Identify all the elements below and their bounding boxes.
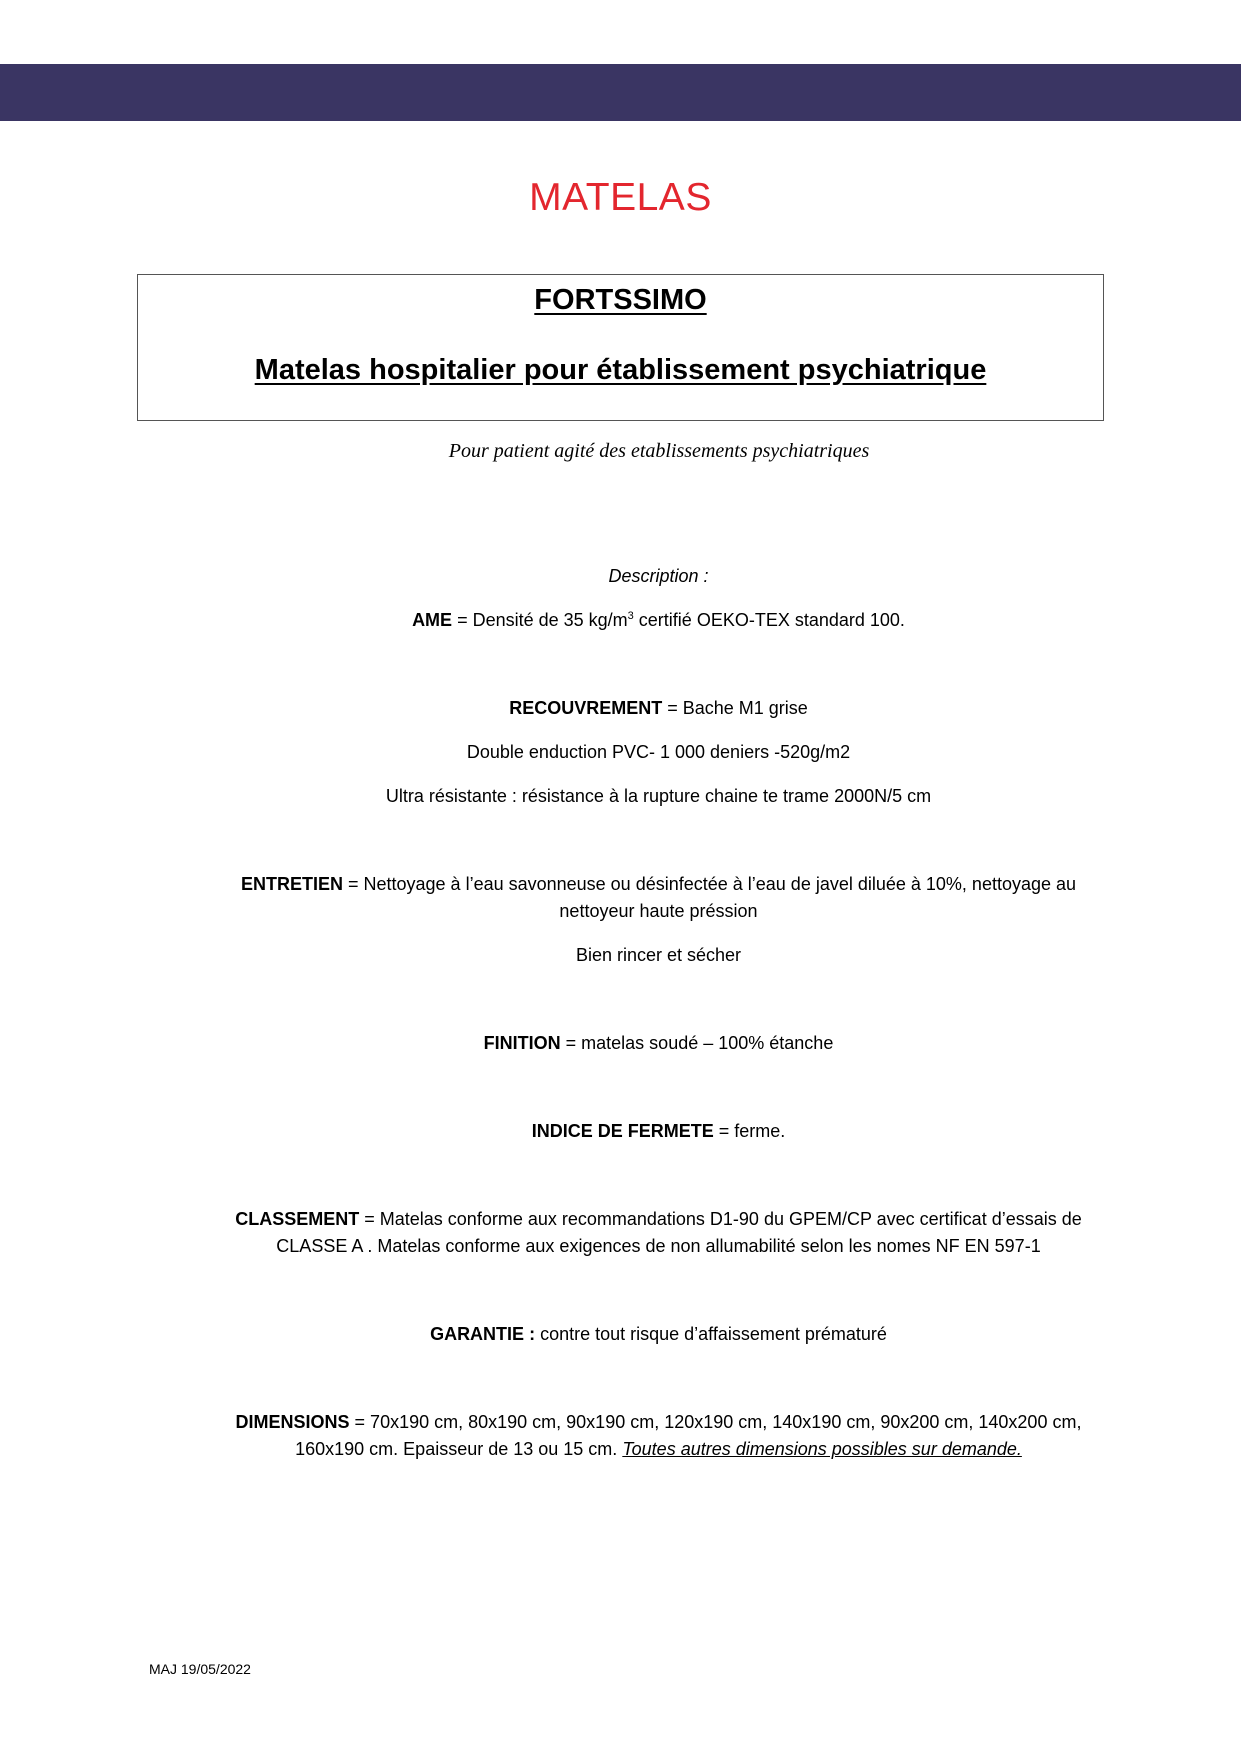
description-section: [210, 563, 1107, 1463]
entretien-line: [210, 871, 1107, 925]
indice-text: = ferme.: [713, 1121, 786, 1141]
footer-date: MAJ 19/05/2022: [149, 1661, 251, 1677]
product-subtitle: Matelas hospitalier pour établissement psychiatrique: [254, 354, 987, 386]
classement-text: = Matelas conforme aux recommandations D1-90 du GPEM/CP avec certificat d’essais de CLASSE A . Matelas conforme aux exigences de non allumabilité selon les nomes NF EN 597-1: [276, 1209, 1082, 1256]
tagline: Pour patient agité des etablissements psychiatriques: [448, 440, 870, 462]
document-title: MATELAS: [529, 176, 712, 219]
ame-text-end: certifié OEKO-TEX standard 100.: [633, 610, 905, 630]
recouvrement-text: = Bache M1 grise: [662, 698, 808, 718]
recouvrement-label: RECOUVREMENT: [509, 698, 663, 718]
indice-line: [210, 1118, 1107, 1145]
header-band: [0, 64, 1241, 121]
entretien-label: ENTRETIEN: [240, 874, 343, 894]
garantie-text: contre tout risque d’affaissement prématuré: [535, 1324, 887, 1344]
finition-text: = matelas soudé – 100% étanche: [560, 1033, 834, 1053]
classement-label: CLASSEMENT: [235, 1209, 360, 1229]
classement-line: [210, 1206, 1107, 1260]
garantie-label: GARANTIE :: [430, 1324, 536, 1344]
garantie-line: [210, 1321, 1107, 1348]
entretien-text: = Nettoyage à l’eau savonneuse ou désinfectée à l’eau de javel diluée à 10%, nettoyage au nettoyeur haute préssion: [342, 874, 1077, 921]
dimensions-text: = 70x190 cm, 80x190 cm, 90x190 cm, 120x190 cm, 140x190 cm, 90x200 cm, 140x200 cm, 160x190 cm. Epaisseur de 13 ou 15 cm.: [295, 1412, 1082, 1459]
ame-text: = Densité de 35 kg/m: [452, 610, 628, 630]
dimensions-note: Toutes autres dimensions possibles sur demande.: [622, 1439, 1022, 1459]
dimensions-line: [210, 1409, 1107, 1463]
ame-superscript: 3: [627, 610, 634, 622]
indice-label: INDICE DE FERMETE: [531, 1121, 714, 1141]
ame-label: AME: [412, 610, 453, 630]
product-name: FORTSSIMO: [534, 284, 707, 316]
finition-line: [210, 1030, 1107, 1057]
recouvrement-line: [210, 695, 1107, 722]
recouvrement-line-3: Ultra résistante : résistance à la rupture chaine te trame 2000N/5 cm: [385, 786, 932, 806]
dimensions-label: DIMENSIONS: [235, 1412, 350, 1432]
entretien-line-2: Bien rincer et sécher: [575, 945, 742, 965]
finition-label: FINITION: [483, 1033, 561, 1053]
ame-line: [210, 607, 1107, 634]
recouvrement-line-2: Double enduction PVC- 1 000 deniers -520g/m2: [466, 742, 851, 762]
description-heading: Description :: [608, 566, 709, 586]
